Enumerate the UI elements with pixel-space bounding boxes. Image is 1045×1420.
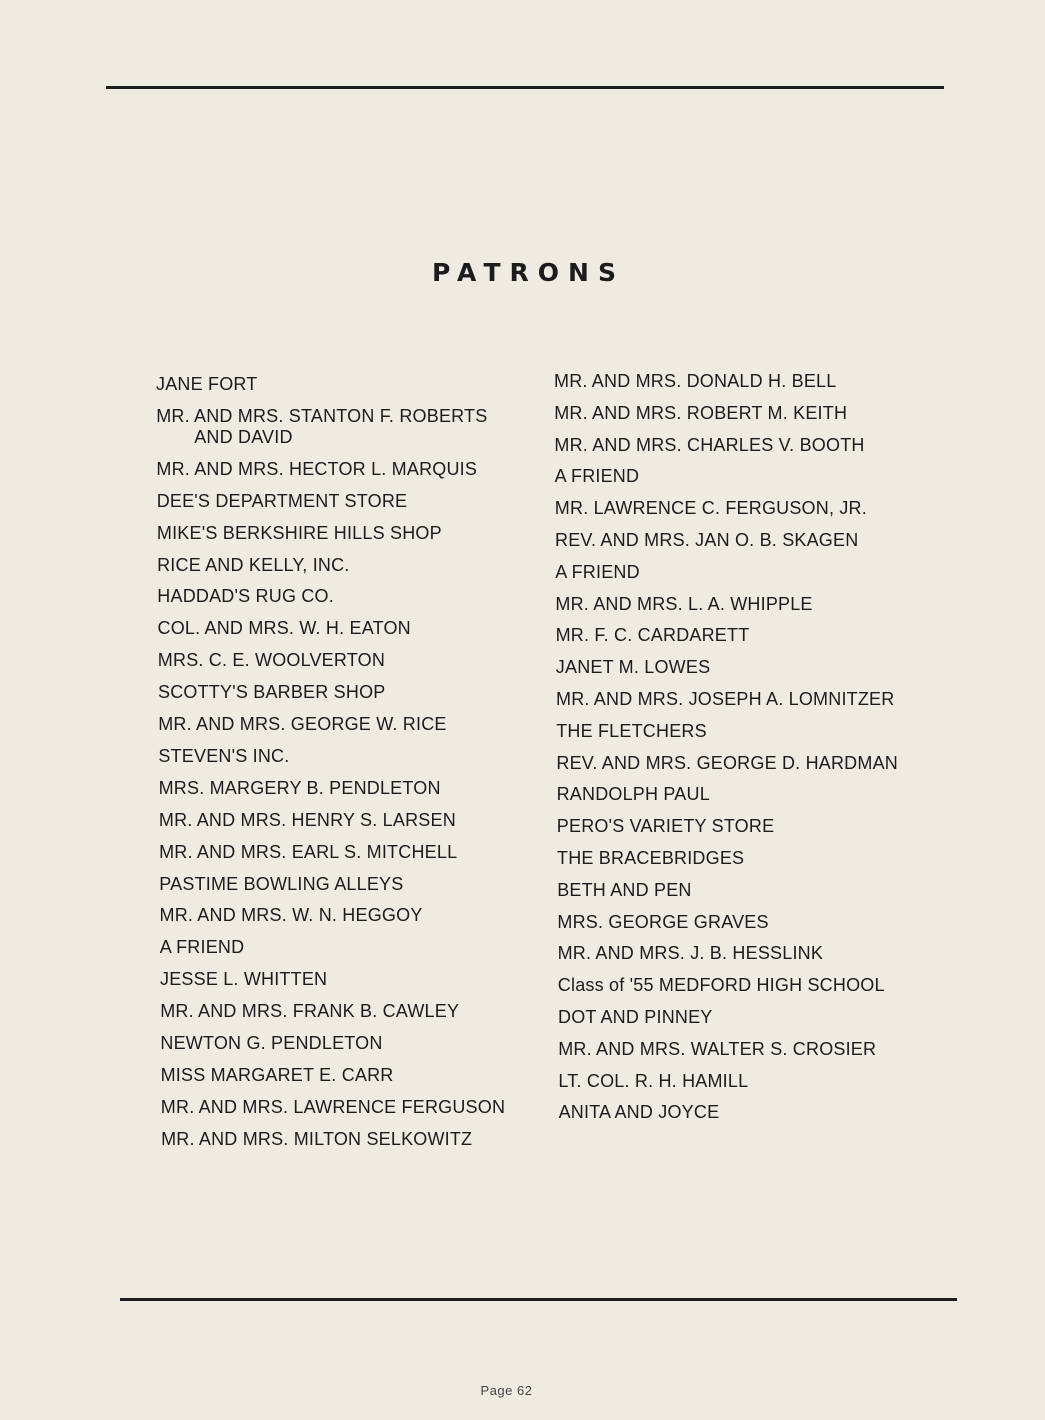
patron-entry: DEE'S DEPARTMENT STORE: [156, 490, 408, 511]
patron-entry: MR. AND MRS. LAWRENCE FERGUSON: [160, 1096, 506, 1117]
patron-entry: MR. AND MRS. ROBERT M. KEITH: [554, 402, 848, 423]
patron-entry: STEVEN'S INC.: [158, 745, 290, 766]
patron-entry: MR. AND MRS. FRANK B. CAWLEY: [160, 1001, 460, 1022]
patron-entry: JANET M. LOWES: [555, 657, 711, 678]
patron-entry: RANDOLPH PAUL: [556, 784, 710, 805]
patron-entry: MRS. GEORGE GRAVES: [557, 911, 769, 932]
patron-entry: MR. AND MRS. WALTER S. CROSIER: [558, 1038, 877, 1059]
patron-entry: A FRIEND: [554, 466, 640, 487]
patron-entry: MR. AND MRS. GEORGE W. RICE: [158, 714, 447, 734]
patron-name: MR. AND MRS. STANTON F. ROBERTS: [156, 405, 488, 426]
bottom-rule: [120, 1298, 957, 1301]
patron-entry: MR. AND MRS. DONALD H. BELL: [554, 371, 837, 391]
patron-entry: SCOTTY'S BARBER SHOP: [158, 682, 386, 703]
patron-entry: MR. AND MRS. W. N. HEGGOY: [159, 905, 423, 926]
patron-entry: MIKE'S BERKSHIRE HILLS SHOP: [156, 522, 442, 543]
patron-entry: MR. AND MRS. EARL S. MITCHELL: [159, 841, 458, 862]
page-title: PATRONS: [432, 258, 625, 287]
patron-entry: MR. AND MRS. HENRY S. LARSEN: [158, 809, 456, 830]
patron-entry: MISS MARGARET E. CARR: [160, 1064, 394, 1085]
patron-entry: MR. AND MRS. JOSEPH A. LOMNITZER: [556, 689, 895, 709]
patron-entry: JANE FORT: [156, 374, 258, 394]
patron-entry: ANITA AND JOYCE: [558, 1102, 720, 1123]
patron-entry: [156, 406, 487, 448]
patron-entry: MR. AND MRS. CHARLES V. BOOTH: [554, 434, 865, 455]
patron-entry: MRS. MARGERY B. PENDLETON: [158, 777, 441, 798]
patron-entry: PASTIME BOWLING ALLEYS: [159, 873, 404, 894]
patron-entry: JESSE L. WHITTEN: [160, 969, 328, 990]
patron-entry: RICE AND KELLY, INC.: [157, 554, 350, 575]
patron-entry: HADDAD'S RUG CO.: [157, 586, 334, 607]
patron-entry: A FRIEND: [159, 937, 245, 958]
patron-entry: PERO'S VARIETY STORE: [556, 816, 775, 837]
patron-entry: MR. AND MRS. J. B. HESSLINK: [557, 943, 824, 964]
patron-entry: DOT AND PINNEY: [558, 1007, 713, 1027]
patron-entry: THE FLETCHERS: [556, 720, 707, 741]
patron-entry: BETH AND PEN: [557, 879, 692, 900]
patron-entry: REV. AND MRS. GEORGE D. HARDMAN: [556, 752, 898, 773]
patron-entry: NEWTON G. PENDLETON: [160, 1033, 383, 1053]
patron-entry: REV. AND MRS. JAN O. B. SKAGEN: [555, 530, 859, 550]
patron-entry: MR. AND MRS. HECTOR L. MARQUIS: [156, 458, 478, 479]
patron-entry: A FRIEND: [555, 561, 640, 582]
patron-entry: LT. COL. R. H. HAMILL: [558, 1070, 749, 1091]
patron-entry: MRS. C. E. WOOLVERTON: [157, 650, 386, 671]
patron-entry: THE BRACEBRIDGES: [557, 848, 745, 868]
patron-entry: MR. F. C. CARDARETT: [555, 625, 750, 646]
patron-entry: Class of '55 MEDFORD HIGH SCHOOL: [557, 975, 885, 996]
patron-entry: MR. AND MRS. L. A. WHIPPLE: [555, 593, 813, 614]
patron-entry: COL. AND MRS. W. H. EATON: [157, 618, 411, 639]
patron-name-continuation: AND DAVID: [194, 426, 293, 447]
patron-entry: MR. LAWRENCE C. FERGUSON, JR.: [554, 498, 867, 519]
top-rule: [106, 86, 944, 89]
patron-entry: MR. AND MRS. MILTON SELKOWITZ: [161, 1128, 473, 1149]
page-number: Page 62: [480, 1383, 533, 1398]
